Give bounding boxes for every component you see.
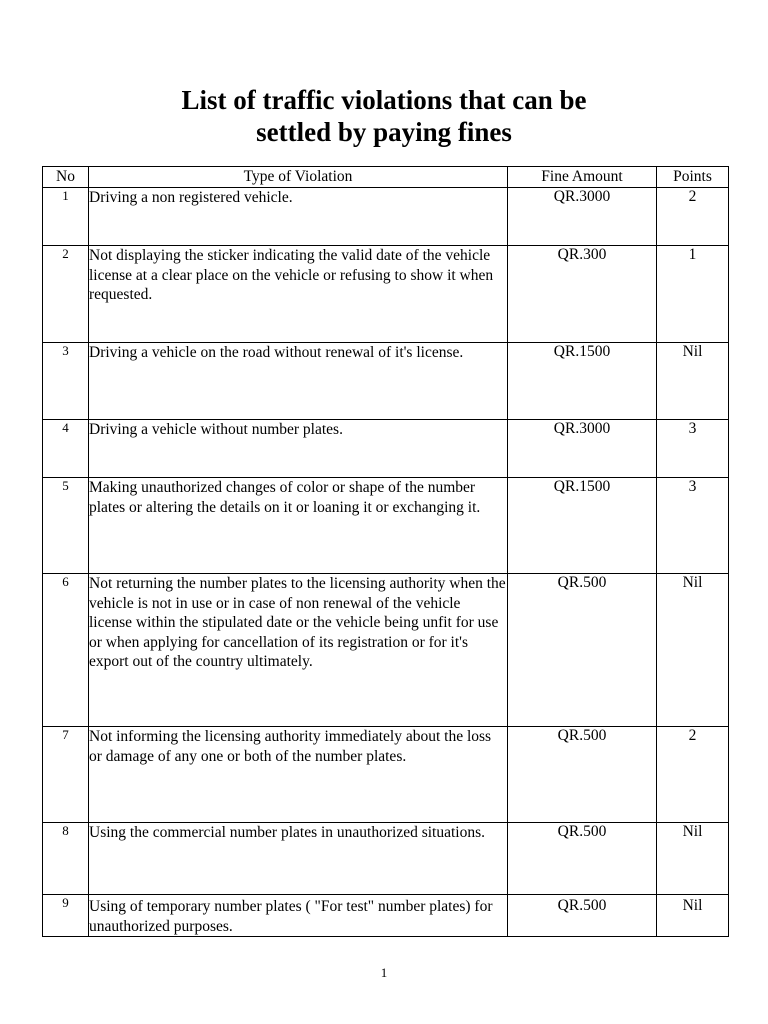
row-number: 3 bbox=[43, 343, 89, 420]
row-number: 7 bbox=[43, 727, 89, 823]
table-row bbox=[43, 727, 729, 823]
row-number: 1 bbox=[43, 188, 89, 246]
points-value: 1 bbox=[657, 246, 729, 343]
fine-amount: QR.500 bbox=[508, 727, 657, 823]
table-row bbox=[43, 823, 729, 895]
points-value: 2 bbox=[657, 727, 729, 823]
violation-description: Driving a vehicle on the road without renewal of it's license. bbox=[89, 343, 508, 420]
fine-amount: QR.1500 bbox=[508, 478, 657, 574]
points-value: Nil bbox=[657, 574, 729, 727]
header-points: Points bbox=[657, 167, 729, 188]
row-number: 4 bbox=[43, 420, 89, 478]
page-number: 1 bbox=[380, 965, 388, 980]
points-value: 3 bbox=[657, 420, 729, 478]
table-row bbox=[43, 188, 729, 246]
fine-amount: QR.500 bbox=[508, 574, 657, 727]
fine-amount: QR.500 bbox=[508, 823, 657, 895]
document-title bbox=[0, 84, 768, 148]
fine-amount: QR.300 bbox=[508, 246, 657, 343]
violation-description: Driving a vehicle without number plates. bbox=[89, 420, 508, 478]
header-no: No bbox=[43, 167, 89, 188]
table-row bbox=[43, 895, 729, 937]
table-row bbox=[43, 420, 729, 478]
row-number: 5 bbox=[43, 478, 89, 574]
row-number: 8 bbox=[43, 823, 89, 895]
table-header-row bbox=[43, 167, 729, 188]
table-row bbox=[43, 343, 729, 420]
header-fine-amount: Fine Amount bbox=[508, 167, 657, 188]
header-type-of-violation: Type of Violation bbox=[89, 167, 508, 188]
fine-amount: QR.3000 bbox=[508, 420, 657, 478]
violation-description: Driving a non registered vehicle. bbox=[89, 188, 508, 246]
violation-description: Not displaying the sticker indicating the valid date of the vehicle license at a clear place on the vehicle or refusing to show it when requested. bbox=[89, 246, 508, 343]
violation-description: Making unauthorized changes of color or shape of the number plates or altering the details on it or loaning it or exchanging it. bbox=[89, 478, 508, 574]
violation-description: Using of temporary number plates ( "For test" number plates) for unauthorized purposes. bbox=[89, 895, 508, 937]
fine-amount: QR.1500 bbox=[508, 343, 657, 420]
points-value: Nil bbox=[657, 823, 729, 895]
violation-description: Not informing the licensing authority immediately about the loss or damage of any one or both of the number plates. bbox=[89, 727, 508, 823]
fine-amount: QR.500 bbox=[508, 895, 657, 937]
violation-description: Not returning the number plates to the licensing authority when the vehicle is not in use or in case of non renewal of the vehicle license within the stipulated date or the vehicle being unfit for use or when applying for cancellation of its registration or for it's export out of the country ultimately. bbox=[89, 574, 508, 727]
row-number: 2 bbox=[43, 246, 89, 343]
table-row bbox=[43, 574, 729, 727]
violations-table bbox=[42, 166, 729, 937]
points-value: Nil bbox=[657, 895, 729, 937]
points-value: 2 bbox=[657, 188, 729, 246]
title-line-2: settled by paying fines bbox=[256, 117, 512, 147]
table-row bbox=[43, 246, 729, 343]
row-number: 9 bbox=[43, 895, 89, 937]
points-value: Nil bbox=[657, 343, 729, 420]
title-line-1: List of traffic violations that can be bbox=[181, 85, 587, 115]
violation-description: Using the commercial number plates in unauthorized situations. bbox=[89, 823, 508, 895]
fine-amount: QR.3000 bbox=[508, 188, 657, 246]
row-number: 6 bbox=[43, 574, 89, 727]
points-value: 3 bbox=[657, 478, 729, 574]
table-row bbox=[43, 478, 729, 574]
